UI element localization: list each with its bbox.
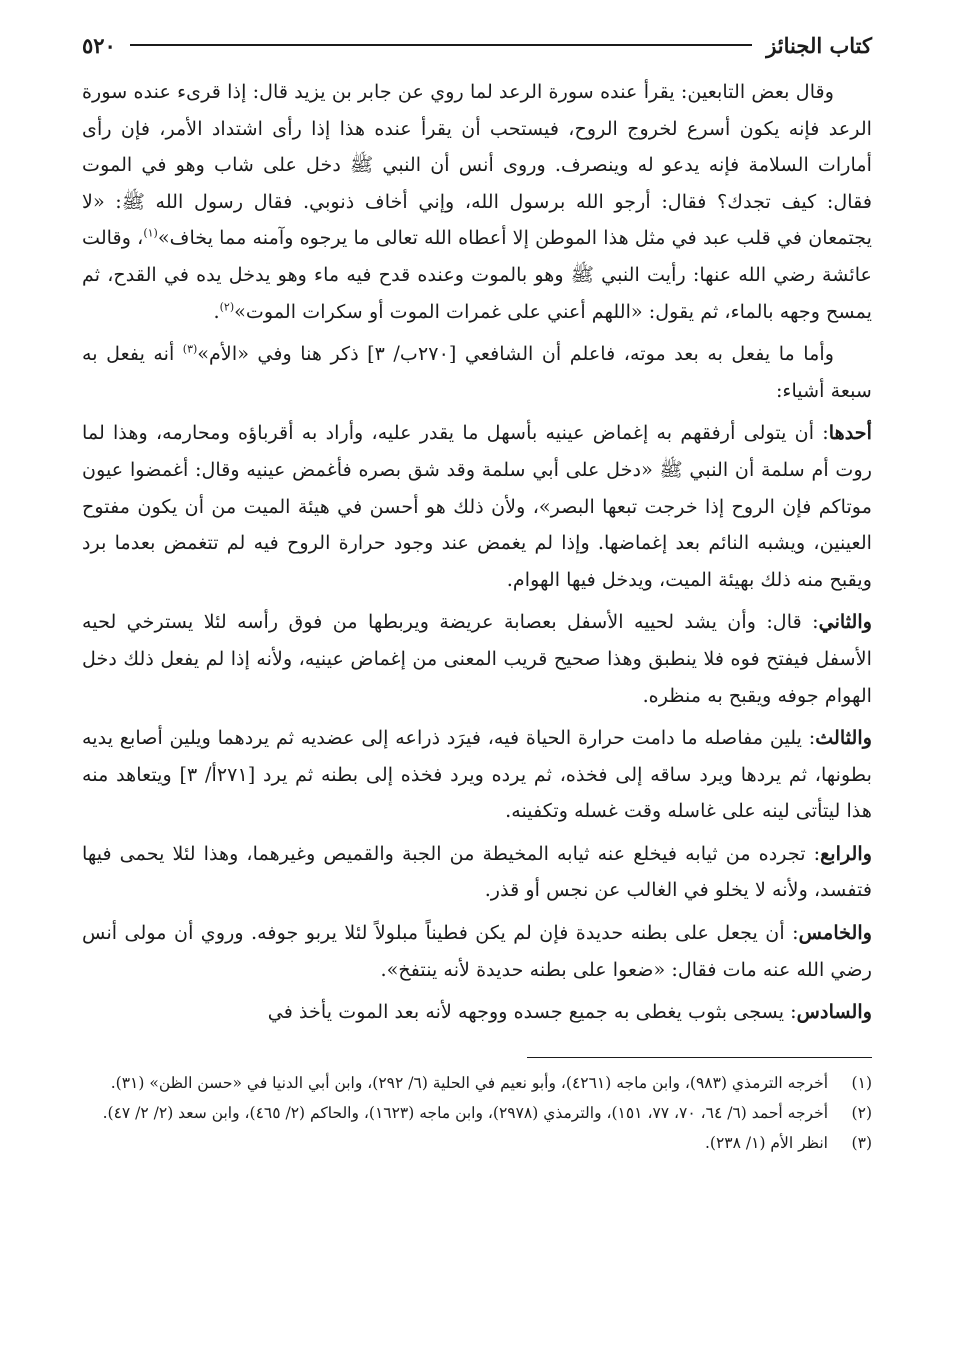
- paragraph-1-text-b: ، وقالت عائشة رضي الله عنها: رأيت النبي ﷺ وهو بالموت وعنده قدح فيه ماء وهو يدخل يده في القدح، ثم يمسح وجهه بالماء، ثم يقول: «اللهم أعني على غمرات الموت أو سكرات الموت»: [82, 226, 872, 323]
- item-2-text: : قال: وأن يشد لحييه الأسفل بعصابة عريضة ويربطها من فوق رأسه لئلا يسترخي لحيه الأسفل فيفتح فوه فلا ينطبق وهذا صحيح قريب المعنى من إغماض عينيه، ولأنه إذا لم يفعل ذلك دخل الهوام جوفه ويقبح به منظره.: [82, 610, 872, 707]
- footnotes: [82, 1068, 872, 1158]
- item-2-lead: والثاني: [818, 610, 872, 634]
- item-4-lead: والرابع: [820, 841, 872, 865]
- paragraph-2-text: وأما ما يفعل به بعد موته، فاعلم أن الشافعي [٢٧٠ب/ ٣] ذكر هنا وفي «الأم»: [197, 342, 834, 366]
- item-4-text: : تجرده من ثيابه فيخلع عنه ثيابه المخيطة من الجبة والقميص وغيرهما، وهذا لئلا يحمى فيها فتفسد، ولأنه لا يخلو في الغالب عن نجس أو قذر.: [82, 841, 872, 902]
- footnote-2: [82, 1098, 872, 1128]
- chapter-title: كتاب الجنائز: [766, 32, 872, 58]
- footnote-3-number: (٣): [851, 1133, 872, 1152]
- footnote-3-text: انظر الأم (١/ ٢٣٨).: [705, 1133, 828, 1152]
- footnote-3: [82, 1128, 872, 1158]
- item-6-lead: والسادس: [796, 1000, 872, 1024]
- footnote-1-text: أخرجه الترمذي (٩٨٣)، وابن ماجه (٤٢٦١)، وأبو نعيم في الحلية (٦/ ٢٩٢)، وابن أبي الدنيا في «حسن الظن» (٣١).: [110, 1073, 828, 1092]
- footnote-1-number: (١): [851, 1073, 872, 1092]
- item-5-lead: والخامس: [798, 921, 872, 945]
- footnote-2-number: (٢): [851, 1103, 872, 1122]
- main-text: [82, 74, 872, 1031]
- page-number: ٥٢٠: [82, 32, 116, 58]
- footnote-ref-3: (٣): [182, 342, 198, 356]
- paragraph-2: [82, 336, 872, 409]
- footnote-2-text: أخرجه أحمد (٦/ ٦٤، ٧٠، ٧٧، ١٥١)، والترمذي (٢٩٧٨)، وابن ماجه (١٦٢٣)، والحاكم (٢/ ٤٦٥)، وابن سعد (٢/ ٢/ ٤٧).: [102, 1103, 828, 1122]
- book-page: [82, 28, 872, 1348]
- header-rule: [130, 44, 752, 46]
- item-3-text: : يلين مفاصله ما دامت حرارة الحياة فيه، فيرَد ذراعه إلى عضديه ثم يردهما ويلين أصابع يديه بطونها، ثم يردها ويرد ساقه إلى فخذه، ثم يرده ويرد فخذه إلى بطنه ثم يرد [٢٧١أ/ ٣] ويتعاهد منه هذا ليتأتى لينه على غاسله وقت غسله وتكفينه.: [82, 726, 872, 823]
- paragraph-1-text: وقال بعض التابعين: يقرأ عنده سورة الرعد لما روي عن جابر بن يزيد قال: إذا قرىء عنده سورة الرعد فإنه يكون أسرع لخروج الروح، فيستحب أن يقرأ عنده هذا إذا رأى اشتداد الأمر، فإن رأى أمارات السلامة فإنه يدعو له وينصرف. وروى أنس أن النبي ﷺ دخل على شاب وهو في الموت فقال: كيف تجدك؟ فقال: أرجو الله برسول الله، وإني أخاف ذنوبي. فقال رسول الله ﷺ: «لا يجتمعان في قلب عبد في مثل هذا الموطن إلا أعطاه الله تعالى ما يرجوه وآمنه مما يخاف»: [82, 80, 872, 250]
- paragraph-1-end: .: [213, 299, 220, 323]
- footnote-separator: [527, 1057, 872, 1058]
- footnote-ref-1: (١): [143, 226, 158, 240]
- item-5: [82, 915, 872, 988]
- item-3-lead: والثالث: [815, 726, 872, 750]
- running-header: [82, 28, 872, 62]
- item-1-text: : أن يتولى أرفقهم به إغماض عينيه بأسهل ما يقدر عليه، وأراد به أقرباؤه ومحارمه، وهذا لما روت أم سلمة أن النبي ﷺ «دخل على أبي سلمة وقد شق بصره فأغمض عينيه وقال: أغمضوا عيون موتاكم فإن الروح إذا خرجت تبعها البصر»، ولأن ذلك هو أحسن في هيئة الميت من أن يكون مفتوح العينين، ويشبه النائم بعد إغماضها. وإذا لم يغمض عند وجود حرارة الروح فيه لم تتغمض بعدما برد ويقبح منه ذلك بهيئة الميت، ويدخل فيها الهوام.: [82, 421, 872, 591]
- item-2: [82, 604, 872, 714]
- paragraph-1: [82, 74, 872, 330]
- item-6: [82, 994, 872, 1031]
- item-6-text: : يسجى بثوب يغطى به جميع جسده ووجهه لأنه بعد الموت يأخذ في: [267, 1000, 797, 1024]
- paragraph-2-text-b: أنه يفعل به سبعة أشياء:: [82, 342, 872, 402]
- item-5-text: : أن يجعل على بطنه حديدة فإن لم يكن فطيناً مبلولاً لئلا يربو جوفه. وروي أن مولى أنس رضي الله عنه مات فقال: «ضعوا على بطنه حديدة لأنه ينتفخ».: [82, 921, 872, 981]
- footnote-1: [82, 1068, 872, 1098]
- item-4: [82, 836, 872, 909]
- item-1: [82, 415, 872, 598]
- item-1-lead: أحدها: [828, 421, 872, 445]
- item-3: [82, 720, 872, 830]
- footnote-ref-2: (٢): [219, 300, 235, 314]
